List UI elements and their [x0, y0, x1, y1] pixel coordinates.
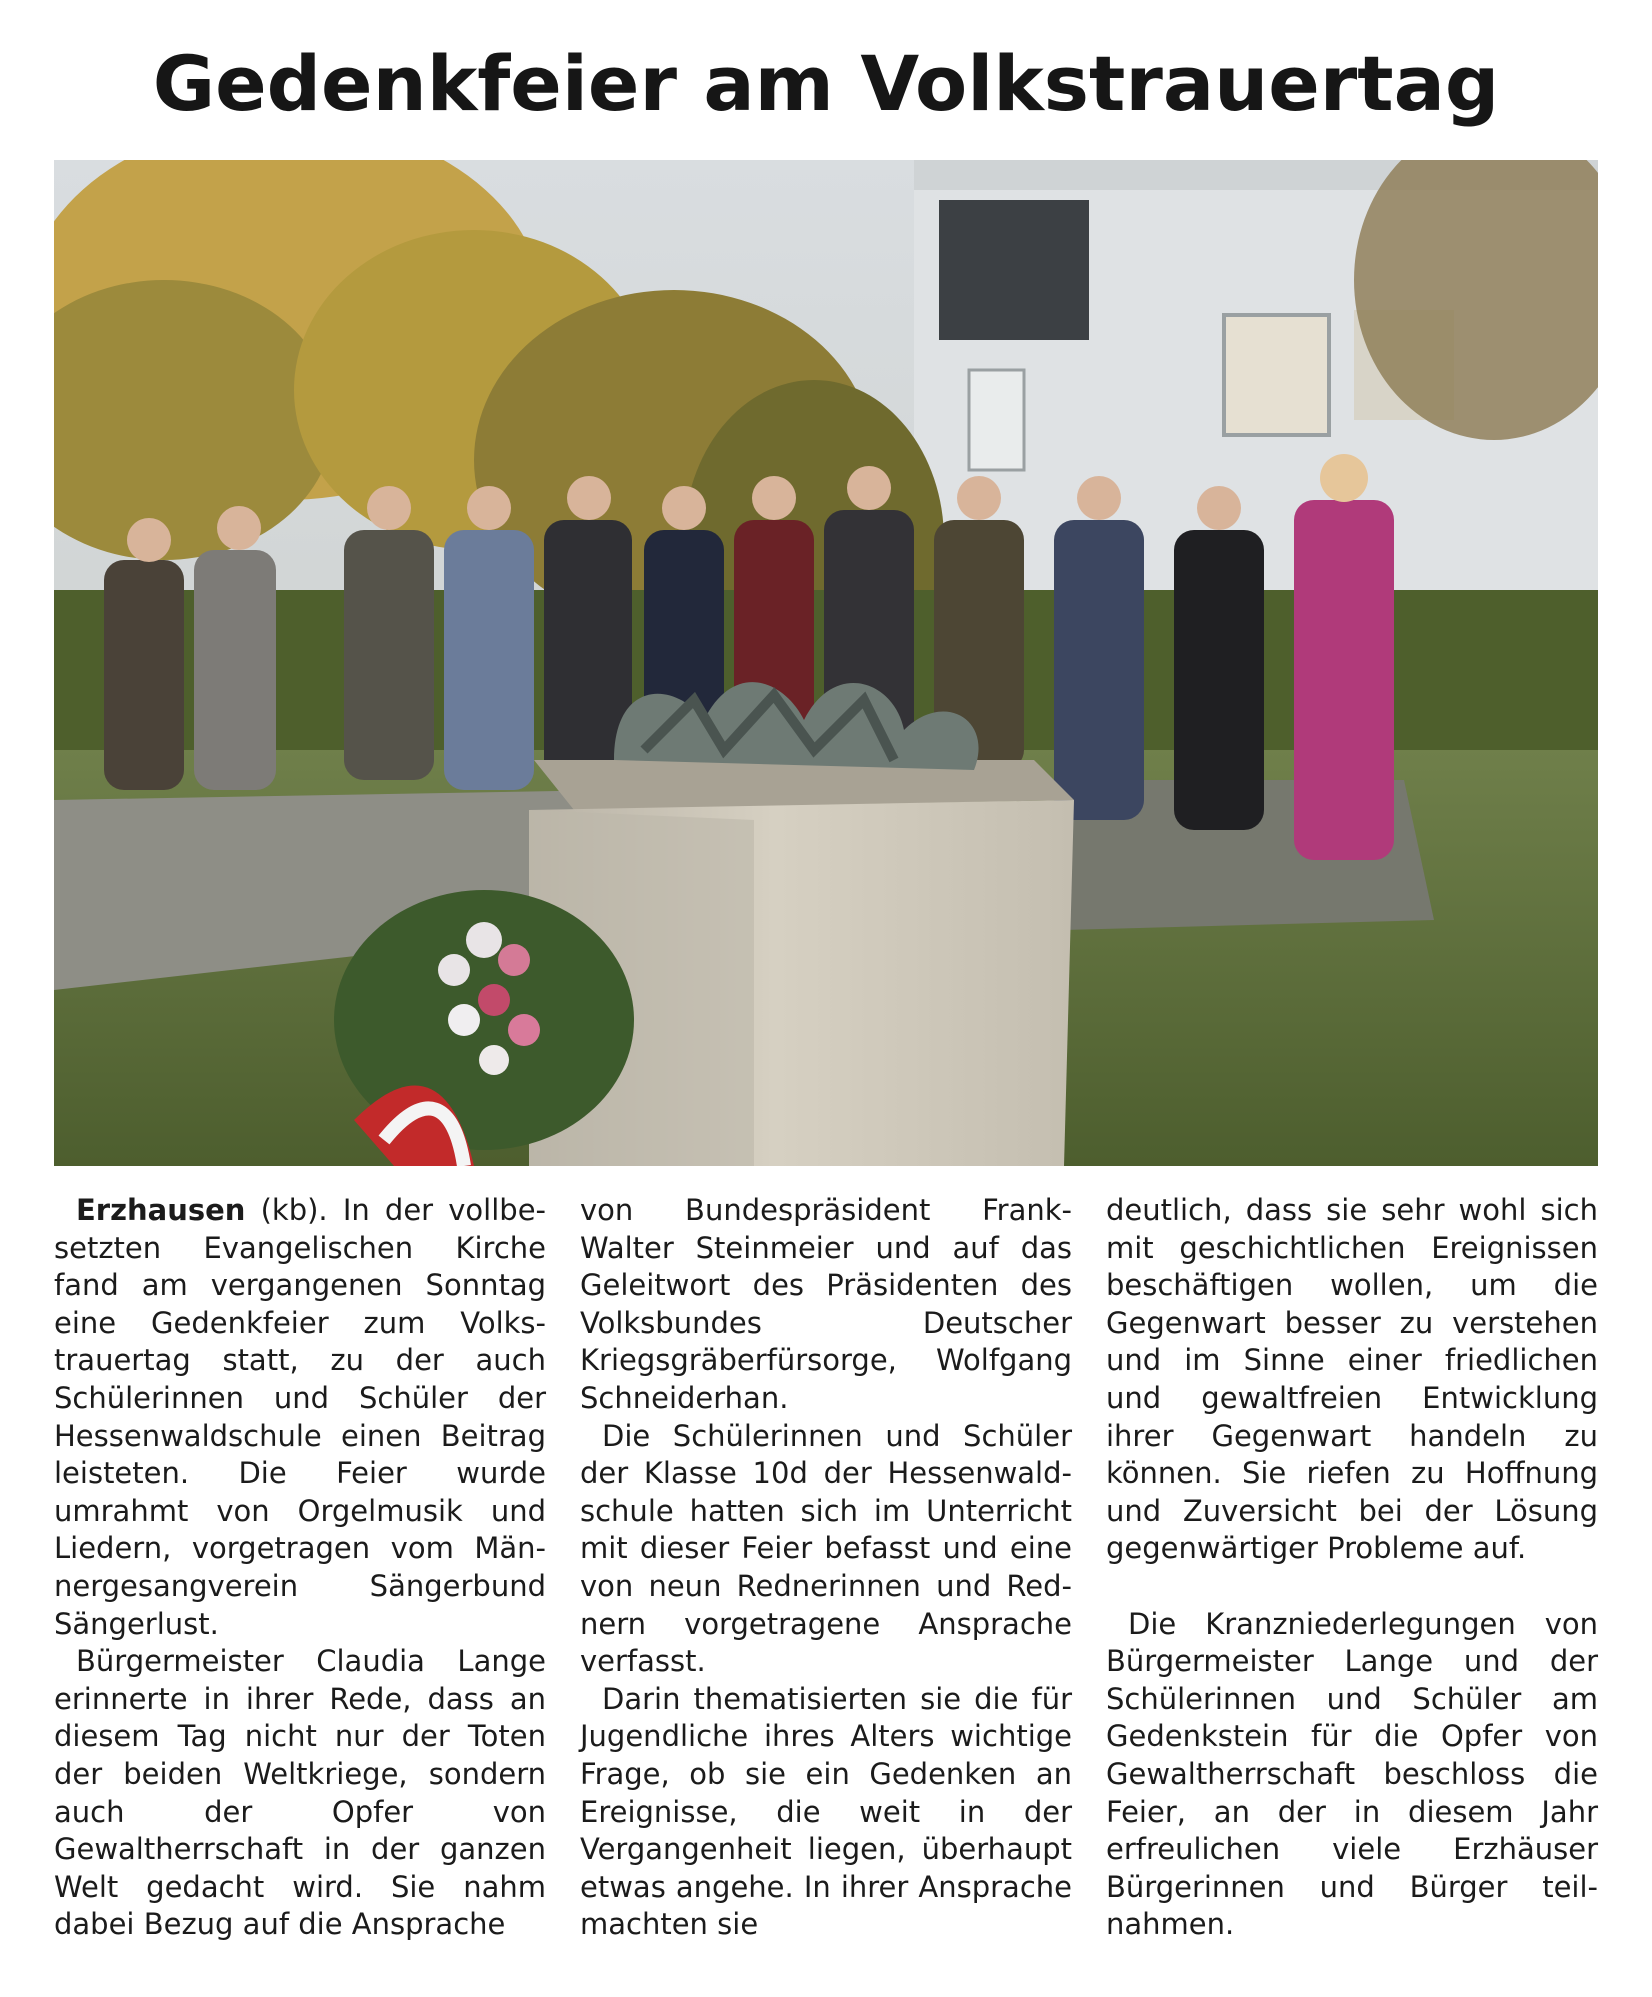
article-body — [54, 1192, 1598, 1982]
article-headline: Gedenkfeier am Volkstrauertag — [152, 39, 1500, 128]
column-3 — [1106, 1192, 1598, 1944]
paragraph: deutlich, dass sie sehr wohl sich mit geschichtlichen Ereignissen beschäftigen wollen, um die Gegenwart besser zu verstehen und im Sinne einer friedlichen und gewaltfreien Entwicklung ihrer Gegenwart handeln zu können. Sie riefen zu Hoffnung und Zuversicht bei der Lösung gegenwärtiger Probleme auf. — [1106, 1193, 1598, 1566]
paragraph: Darin thematisierten sie die für Jugendliche ihres Alters wichtige Frage, ob sie ein Gedenken an Ereignisse, die weit in der Vergangenheit liegen, überhaupt etwas angehe. In ihrer Ansprache machten sie — [580, 1681, 1072, 1942]
paragraph-text: (kb). In der vollbesetzten Evangelischen Kirche fand am vergangenen Sonntag eine Gedenkfeier zum Volkstrauertag statt, zu der auch Schülerinnen und Schüler der Hessenwaldschule einen Beitrag leisteten. Die Feier wurde umrahmt von Orgelmusik und Liedern, vorgetragen vom Männergesangverein Sängerbund Sängerlust. — [54, 1193, 546, 1641]
paragraph: Bürgermeister Claudia Lange erinnerte in ihrer Rede, dass an diesem Tag nicht nur der Toten der beiden Weltkriege, sondern auch der Opfer von Gewaltherrschaft in der ganzen Welt gedacht wird. Sie nahm dabei Bezug auf die Ansprache — [54, 1644, 546, 1942]
column-2 — [580, 1192, 1072, 1944]
paragraph: Die Kranzniederlegungen von Bürgermeister Lange und der Schülerinnen und Schüler am Gedenkstein für die Opfer von Gewaltherrschaft beschloss die Feier, an der in diesem Jahr erfreulichen viele Erzhäuser Bürgerinnen und Bürger teilnahmen. — [1106, 1606, 1598, 1942]
dateline: Erzhausen — [76, 1193, 246, 1227]
paragraph: von Bundespräsident Frank-Walter Steinmeier und auf das Geleitwort des Präsidenten des Volksbundes Deutscher Kriegsgräberfürsorge, Wolfgang Schneiderhan. — [580, 1193, 1072, 1415]
article-photo — [54, 160, 1598, 1166]
paragraph — [54, 1192, 546, 1643]
paragraph: Die Schülerinnen und Schüler der Klasse 10d der Hessenwaldschule hatten sich im Unterricht mit dieser Feier befasst und eine von neun Rednerinnen und Rednern vorgetragene Ansprache verfasst. — [580, 1418, 1072, 1679]
column-1 — [54, 1192, 546, 1944]
